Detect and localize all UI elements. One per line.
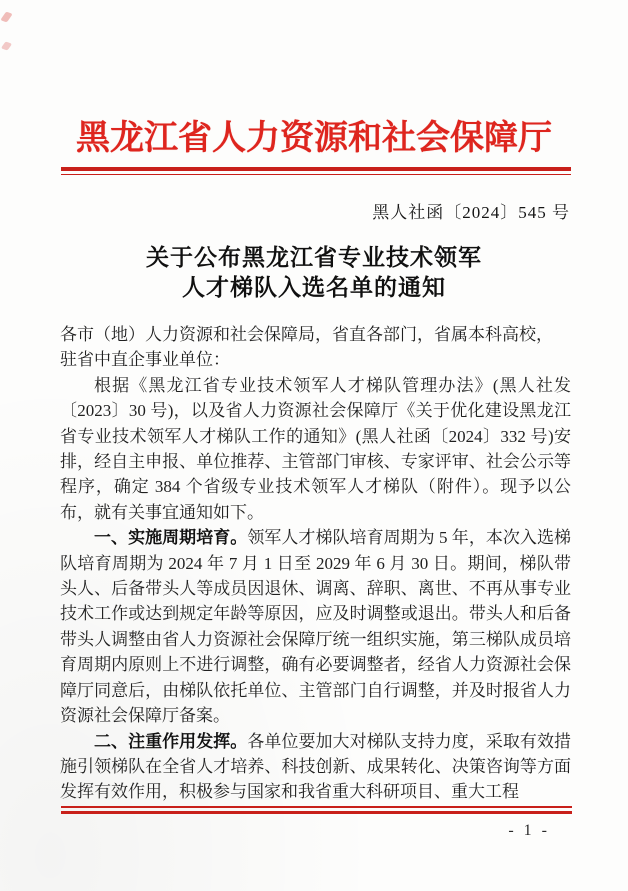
section-1-paragraph — [60, 525, 571, 728]
intro-paragraph: 根据《黑龙江省专业技术领军人才梯队管理办法》(黑人社发〔2023〕30 号)，以及省人力资源社会保障厅《关于优化建设黑龙江省专业技术领军人才梯队工作的通知》(黑人社函〔2024〕332 号)安排，经自主申报、单位推荐、主管部门审核、专家评审、社会公示等程序，确定 384 个省级专业技术领军人才梯队（附件）。现予以公布，就有关事宜通知如下。 — [60, 375, 571, 522]
document-body — [60, 322, 571, 805]
letterhead-divider-line — [61, 167, 571, 175]
agency-letterhead-title: 黑龙江省人力资源和社会保障厅 — [76, 120, 552, 157]
scan-artifact-mark — [0, 12, 13, 23]
notice-title — [0, 243, 628, 303]
section-1-heading: 一、实施周期培育。 — [94, 528, 248, 548]
section-2-heading: 二、注重作用发挥。 — [94, 731, 248, 751]
scan-artifact-mark — [1, 41, 12, 50]
footer-divider-line — [61, 806, 572, 814]
page-number: - 1 - — [508, 822, 550, 839]
recipients-line — [60, 322, 571, 373]
notice-title-line2: 人才梯队入选名单的通知 — [182, 275, 446, 300]
section-2-text: 各单位要加大对梯队支持力度，采取有效措施引领梯队在全省人才培养、科技创新、成果转化、决策咨询等方面发挥有效作用，积极参与国家和我省重大科研项目、重大工程 — [60, 731, 572, 802]
recipients-text-1: 各市（地）人力资源和社会保障局，省直各部门，省属本科高校， — [60, 325, 553, 344]
section-2-paragraph — [60, 729, 571, 805]
section-1-text: 领军人才梯队培育周期为 5 年，本次入选梯队培育周期为 2024 年 7 月 1 日至 2029 年 6 月 30 日。期间，梯队带头人、后备带头人等成员因退休、调离、辞职、离世、不再从事专业技术工作或达到规定年龄等原因，应及时调整或退出。带头人和后备带头人调整由省人力资源社会保障厅统一组织实施，第三梯队成员培育周期内原则上不进行调整，确有必要调整者，经省人力资源社会保障厅同意后，由梯队依托单位、主管部门自行调整，并及时报省人力资源社会保障厅备案。 — [60, 528, 572, 726]
notice-title-line1: 关于公布黑龙江省专业技术领军 — [146, 245, 482, 270]
document-reference-number: 黑人社函〔2024〕545 号 — [372, 203, 570, 222]
recipients-text-2: 驻省中直企事业单位： — [60, 350, 230, 370]
